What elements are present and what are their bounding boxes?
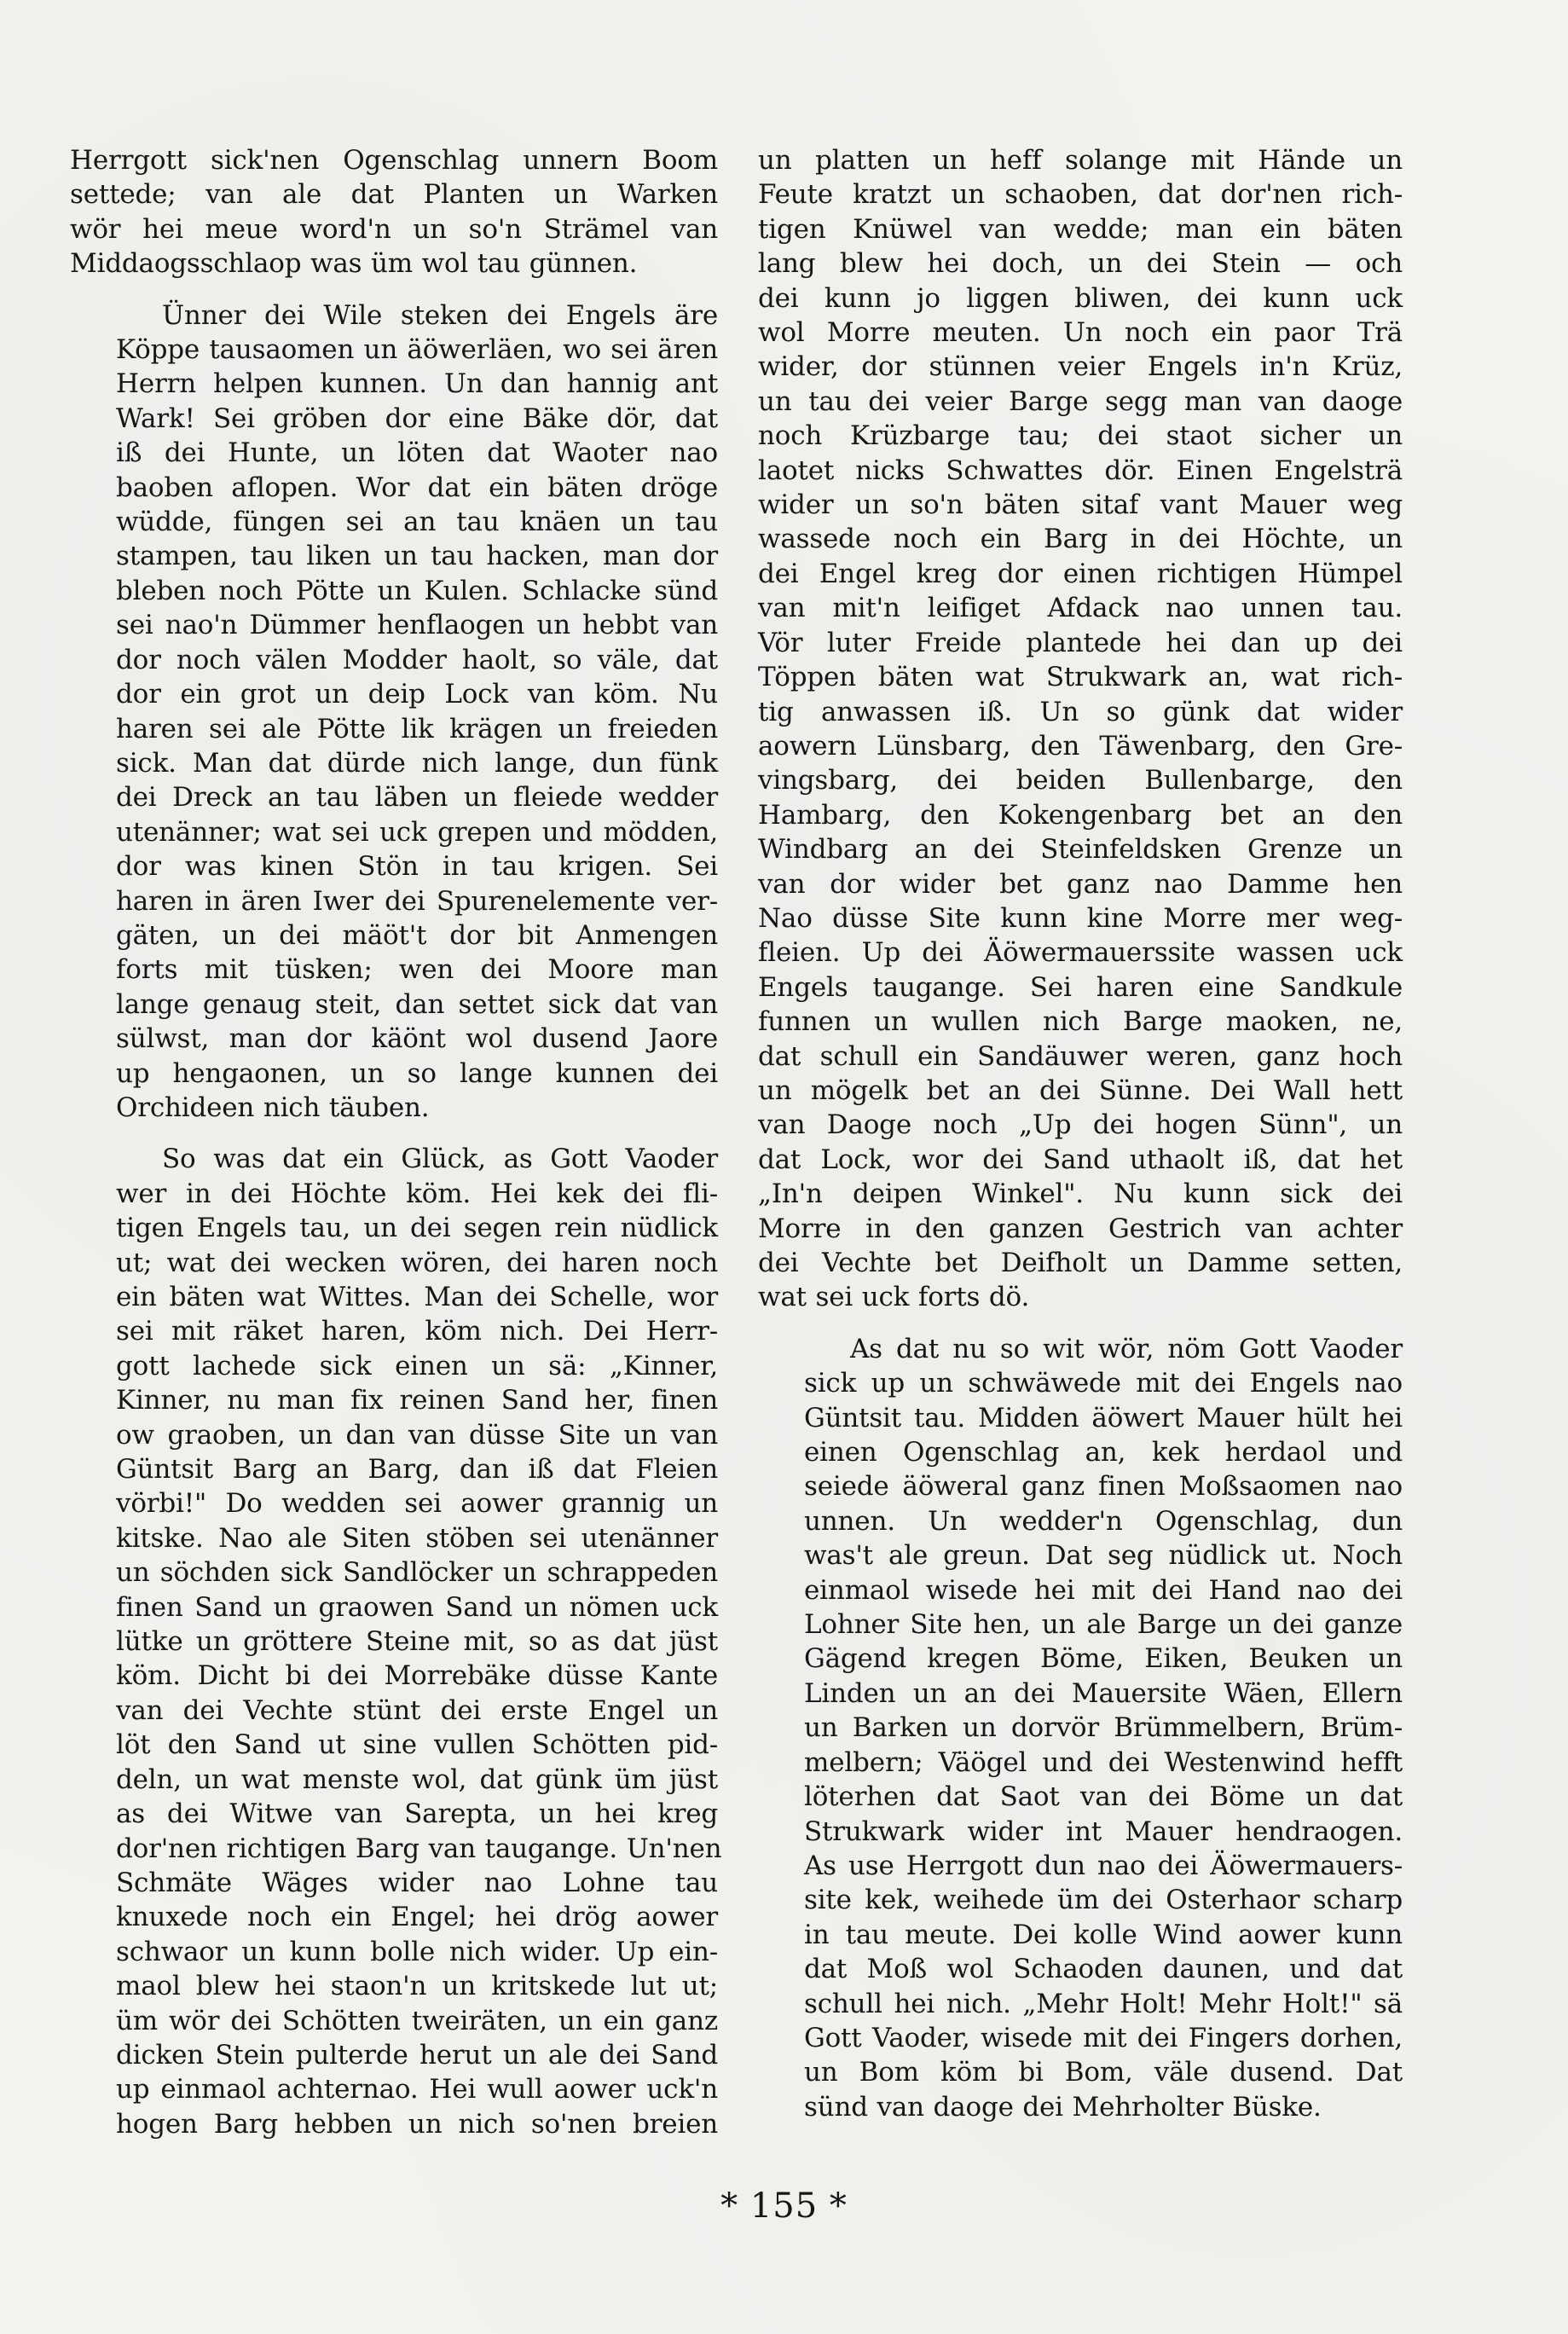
- text-line: Hambarg, den Kokengenbarg bet an den: [758, 799, 1403, 831]
- text-line: einmaol wisede hei mit dei Hand nao dei: [804, 1574, 1403, 1606]
- text-line: sick. Man dat dürde nich lange, dun fünk: [116, 747, 718, 779]
- text-line: baoben aflopen. Wor dat ein bäten dröge: [116, 472, 718, 503]
- text-line: dor noch välen Modder haolt, so väle, dat: [116, 644, 718, 675]
- text-line: seiede äöweral ganz finen Moßsaomen nao: [804, 1471, 1403, 1503]
- text-line: un tau dei veier Barge segg man van daoge: [758, 385, 1403, 417]
- text-line: dei kunn jo liggen bliwen, dei kunn uck: [758, 282, 1403, 314]
- text-line: up einmaol achternao. Hei wull aower uck'n: [116, 2074, 718, 2105]
- text-line: van Daoge noch „Up dei hogen Sünn", un: [758, 1109, 1403, 1141]
- text-line: schull hei nich. „Mehr Holt! Mehr Holt!" sä: [804, 1988, 1403, 2019]
- text-line: dat schull ein Sandäuwer weren, ganz hoch: [758, 1040, 1403, 1072]
- text-line: dat Lock, wor dei Sand uthaolt iß, dat het: [758, 1144, 1403, 1175]
- text-line: wer in dei Höchte köm. Hei kek dei fli-: [116, 1178, 718, 1209]
- text-line: un Barken un dorvör Brümmelbern, Brüm-: [804, 1712, 1403, 1744]
- text-line: gäten, un dei mäöt't dor bit Anmengen: [116, 919, 718, 951]
- text-line: Morre in den ganzen Gestrich van achter: [758, 1213, 1403, 1244]
- text-line: Feute kratzt un schaoben, dat dor'nen rich-: [758, 179, 1403, 211]
- text-line: settede; van ale dat Planten un Warken: [70, 179, 718, 211]
- text-line: deln, un wat menste wol, dat günk üm jüst: [116, 1764, 718, 1795]
- text-line: vörbi!" Do wedden sei aower grannig un: [116, 1488, 718, 1520]
- text-line: Güntsit tau. Midden äöwert Mauer hült hei: [804, 1402, 1403, 1433]
- text-line: wüdde, füngen sei an tau knäen un tau: [116, 507, 718, 538]
- text-line: Schmäte Wäges wider nao Lohne tau: [116, 1867, 718, 1898]
- text-line: sülwst, man dor käönt wol dusend Jaore: [116, 1023, 718, 1055]
- text-line: un mögelk bet an dei Sünne. Dei Wall hett: [758, 1074, 1403, 1106]
- text-line: forts mit tüsken; wen dei Moore man: [116, 954, 718, 986]
- text-line: site kek, weihede üm dei Osterhaor scharp: [804, 1885, 1403, 1916]
- text-line: Ünner dei Wile steken dei Engels äre: [162, 299, 718, 331]
- text-line: sei mit räket haren, köm nich. Dei Herr-: [116, 1316, 718, 1347]
- text-line: dei Vechte bet Deifholt un Damme setten,: [758, 1248, 1403, 1278]
- text-line: aowern Lünsbarg, den Täwenbarg, den Gre-: [758, 730, 1403, 762]
- text-line: tig anwassen iß. Un so günk dat wider: [758, 696, 1403, 727]
- text-line: wider un so'n bäten sitaf vant Mauer weg: [758, 489, 1403, 521]
- paragraph: [758, 143, 1403, 1315]
- text-line: dor ein grot un deip Lock van köm. Nu: [116, 679, 718, 710]
- text-line: wat sei uck forts dö.: [758, 1282, 1030, 1313]
- text-line: un platten un heff solange mit Hände un: [758, 145, 1403, 176]
- text-line: stampen, tau liken un tau hacken, man dor: [116, 541, 718, 572]
- text-line: Strukwark wider int Mauer hendraogen.: [804, 1816, 1403, 1847]
- text-line: noch Krüzbarge tau; dei staot sicher un: [758, 420, 1403, 452]
- paragraph: [70, 298, 718, 1126]
- text-line: As use Herrgott dun nao dei Äöwermauers-: [804, 1850, 1403, 1881]
- text-line: Herrn helpen kunnen. Un dan hannig ant: [116, 368, 718, 400]
- text-line: ein bäten wat Wittes. Man dei Schelle, wor: [116, 1282, 718, 1312]
- text-line: Linden un an dei Mauersite Wäen, Ellern: [804, 1677, 1403, 1709]
- text-line: hogen Barg hebben un nich so'nen breien: [116, 2108, 718, 2140]
- text-line: bleben noch Pötte un Kulen. Schlacke sünd: [116, 575, 718, 606]
- paragraph: [70, 143, 718, 281]
- text-line: Töppen bäten wat Strukwark an, wat rich-: [758, 662, 1403, 693]
- text-line: Windbarg an dei Steinfeldsken Grenze un: [758, 834, 1403, 866]
- text-line: unnen. Un wedder'n Ogenschlag, dun: [804, 1505, 1403, 1537]
- text-line: Lohner Site hen, un ale Barge un dei ganze: [804, 1609, 1403, 1641]
- text-line: melbern; Väögel und dei Westenwind hefft: [804, 1746, 1403, 1778]
- text-line: wör hei meue word'n un so'n Strämel van: [70, 213, 718, 245]
- page-number: * 155 *: [720, 2186, 848, 2226]
- text-line: Güntsit Barg an Barg, dan iß dat Fleien: [116, 1454, 718, 1486]
- text-line: löterhen dat Saot van dei Böme un dat: [804, 1781, 1403, 1813]
- text-line: wol Morre meuten. Un noch ein paor Trä: [758, 317, 1403, 349]
- text-line: tigen Knüwel van wedde; man ein bäten: [758, 213, 1403, 245]
- text-line: Köppe tausaomen un äöwerläen, wo sei ären: [116, 334, 718, 366]
- text-line: utenänner; wat sei uck grepen und mödden,: [116, 816, 718, 848]
- paragraph: [758, 1332, 1403, 2124]
- text-line: sünd van daoge dei Mehrholter Büske.: [804, 2091, 1322, 2123]
- text-line: dor'nen richtigen Barg van taugange. Un'nen: [116, 1833, 722, 1864]
- text-line: Gott Vaoder, wisede mit dei Fingers dorhen,: [804, 2022, 1403, 2053]
- text-line: So was dat ein Glück, as Gott Vaoder: [162, 1144, 718, 1175]
- text-line: dei Dreck an tau läben un fleiede wedder: [116, 782, 718, 814]
- text-line: schwaor un kunn bolle nich wider. Up ein-: [116, 1936, 718, 1967]
- text-line: kitske. Nao ale Siten stöben sei utenänner: [116, 1522, 718, 1554]
- text-line: haren sei ale Pötte lik krägen un freieden: [116, 713, 718, 744]
- text-line: Wark! Sei gröben dor eine Bäke dör, dat: [116, 403, 718, 434]
- text-line: Orchideen nich täuben.: [116, 1092, 430, 1123]
- text-line: van mit'n leifiget Afdack nao unnen tau.: [758, 593, 1403, 624]
- text-line: Kinner, nu man fix reinen Sand her, finen: [116, 1385, 718, 1416]
- text-line: van dor wider bet ganz nao Damme hen: [758, 868, 1403, 900]
- text-line: un söchden sick Sandlöcker un schrappeden: [116, 1557, 718, 1589]
- text-line: üm wör dei Schötten tweiräten, un ein ganz: [116, 2005, 718, 2036]
- text-line: tigen Engels tau, un dei segen rein nüdlick: [116, 1213, 718, 1244]
- text-line: laotet nicks Schwattes dör. Einen Engelsträ: [758, 455, 1403, 486]
- text-line: van dei Vechte stünt dei erste Engel un: [116, 1694, 718, 1726]
- text-line: Engels taugange. Sei haren eine Sandkule: [758, 971, 1403, 1003]
- text-line: „In'n deipen Winkel". Nu kunn sick dei: [758, 1179, 1403, 1210]
- text-line: Vör luter Freide plantede hei dan up dei: [758, 627, 1403, 658]
- text-line: finen Sand un graowen Sand un nömen uck: [116, 1591, 718, 1623]
- text-line: köm. Dicht bi dei Morrebäke düsse Kante: [116, 1660, 718, 1692]
- text-line: löt den Sand ut sine vullen Schötten pid-: [116, 1729, 718, 1761]
- text-line: sick up un schwäwede mit dei Engels nao: [804, 1368, 1403, 1399]
- text-line: einen Ogenschlag an, kek herdaol und: [804, 1437, 1403, 1468]
- text-line: Middaogsschlaop was üm wol tau günnen.: [70, 248, 638, 280]
- text-column-left: [70, 143, 722, 2158]
- text-column-right: [758, 143, 1403, 2141]
- text-line: in tau meute. Dei kolle Wind aower kunn: [804, 1919, 1403, 1950]
- text-line: dor was kinen Stön in tau krigen. Sei: [116, 851, 718, 883]
- text-line: knuxede noch ein Engel; hei drög aower: [116, 1902, 718, 1933]
- text-line: haren in ären Iwer dei Spurenelemente ver-: [116, 885, 718, 917]
- text-line: lütke un gröttere Steine mit, so as dat jüst: [116, 1626, 718, 1658]
- text-line: dicken Stein pulterde herut un ale dei Sand: [116, 2039, 718, 2070]
- text-line: dat Moß wol Schaoden daunen, und dat: [804, 1954, 1403, 1985]
- text-line: lange genaug steit, dan settet sick dat van: [116, 988, 718, 1020]
- text-line: dei Engel kreg dor einen richtigen Hümpel: [758, 558, 1403, 589]
- text-line: wider, dor stünnen veier Engels in'n Krüz,: [758, 351, 1403, 383]
- text-line: wassede noch ein Barg in dei Höchte, un: [758, 524, 1403, 555]
- text-line: funnen un wullen nich Barge maoken, ne,: [758, 1006, 1403, 1038]
- text-line: maol blew hei staon'n un kritskede lut ut;: [116, 1971, 718, 2002]
- text-line: ow graoben, un dan van düsse Site un van: [116, 1419, 718, 1451]
- text-line: As dat nu so wit wör, nöm Gott Vaoder: [850, 1333, 1403, 1364]
- text-line: Herrgott sick'nen Ogenschlag unnern Boom: [70, 145, 718, 176]
- text-line: un Bom köm bi Bom, väle dusend. Dat: [804, 2057, 1403, 2088]
- text-line: fleien. Up dei Äöwermauerssite wassen uck: [758, 937, 1403, 969]
- text-line: sei nao'n Dümmer henflaogen un hebbt van: [116, 610, 718, 641]
- text-line: Gägend kregen Böme, Eiken, Beuken un: [804, 1643, 1403, 1675]
- text-line: was't ale greun. Dat seg nüdlick ut. Noch: [804, 1540, 1403, 1572]
- text-line: Nao düsse Site kunn kine Morre mer weg-: [758, 902, 1403, 934]
- text-line: as dei Witwe van Sarepta, un hei kreg: [116, 1798, 718, 1830]
- text-line: up hengaonen, un so lange kunnen dei: [116, 1057, 718, 1089]
- text-line: ut; wat dei wecken wören, dei haren noch: [116, 1247, 718, 1278]
- paragraph: [70, 1142, 722, 2141]
- text-line: lang blew hei doch, un dei Stein — och: [758, 248, 1403, 280]
- text-line: gott lachede sick einen un sä: „Kinner,: [116, 1350, 718, 1381]
- text-line: iß dei Hunte, un löten dat Waoter nao: [116, 437, 718, 469]
- text-line: vingsbarg, dei beiden Bullenbarge, den: [758, 765, 1403, 796]
